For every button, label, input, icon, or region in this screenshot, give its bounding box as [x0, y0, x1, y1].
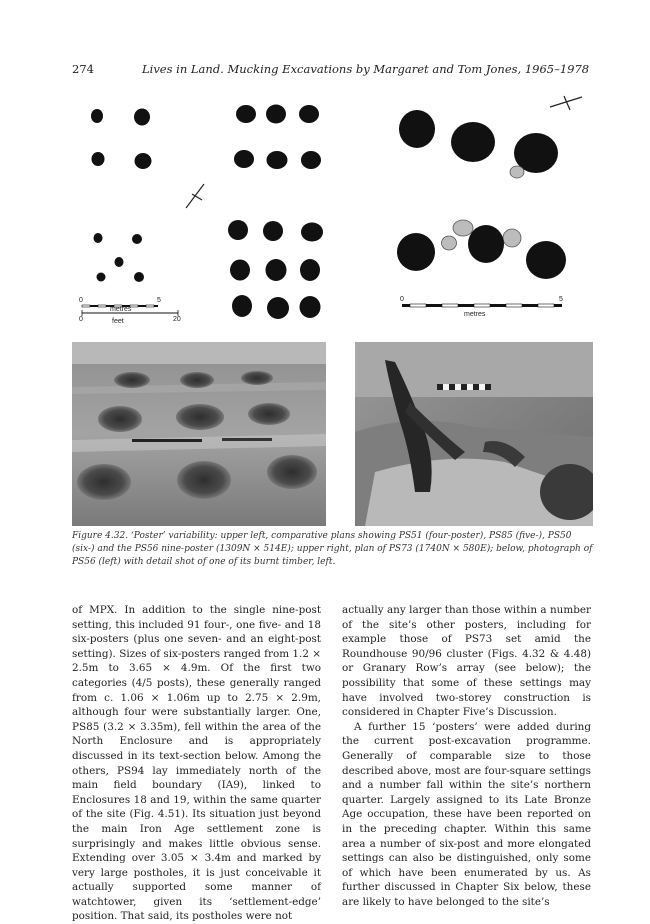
photo-ps56 [72, 342, 326, 526]
north-arrow-icon [550, 96, 582, 110]
body-column-right [342, 603, 591, 909]
scale-right-metres-label: metres [464, 311, 486, 318]
scale-left-m5: 5 [157, 297, 161, 304]
body-column-left [72, 603, 321, 924]
scale-left-f0: 0 [79, 316, 83, 323]
posthole-plans [62, 90, 602, 330]
scale-bar-left [79, 297, 181, 325]
scale-left-feet-label: feet [112, 318, 124, 325]
plan-ps51 [91, 109, 152, 170]
plan-ps56 [228, 220, 323, 319]
figure-caption: Figure 4.32. ‘Poster’ variability: upper left, comparative plans showing PS51 (four-poster), PS85 (five-), PS50 (six-) and the PS56 nine-poster (1309N × 514E); upper right, plan of PS73 (1740N × 580E); below, photograph of PS56 (left) with detail shot of one of its burnt timber, left. [72, 531, 593, 567]
scale-left-metres-label: metres [110, 306, 132, 313]
paragraph: A further 15 ‘posters’ were added during the current post-excavation programme. Generally of comparable size to those described above, most are four-square settings and a number fall within the site’s northern quarter. Largely assigned to its Late Bronze Age occupation, these have been reported on in the preceding chapter. Within this same area a number of six-post and more elongated settings can also be distinguished, only some of which have been enumerated by us. As further discussed in Chapter Six below, these are likely to have belonged to the site’s [342, 720, 591, 908]
running-title: Lives in Land. Mucking Excavations by Margaret and Tom Jones, 1965–1978 [142, 62, 590, 76]
north-arrow-icon [186, 184, 204, 208]
photo-burnt-timber [355, 342, 593, 526]
plan-ps73 [397, 110, 566, 279]
scale-left-f20: 20 [173, 316, 181, 323]
scale-right-0: 0 [400, 296, 404, 303]
page-number: 274 [72, 62, 94, 76]
scale-right-5: 5 [559, 296, 563, 303]
paragraph: of MPX. In addition to the single nine-post setting, this included 91 four-, one five- and 18 six-posters (plus one seven- and an eight-post setting). Sizes of six-posters ranged from 1.2 × 2.5m to 3.65 × 4.9m. Of the first two categories (4/5 posts), these generally ranged from c. 1.06 × 1.06m up to 2.75 × 2.9m, although four were substantially larger. One, PS85 (3.2 × 3.35m), fell within the area of the North Enclosure and is appropriately discussed in its text-section below. Among the others, PS94 lay immediately north of the main field boundary (IA9), linked to Enclosures 18 and 19, within the same quarter of the site (Fig. 4.51). Its situation just beyond the main Iron Age settlement zone is surprisingly and makes little obvious sense. Extending over 3.05 × 3.4m and marked by very large postholes, it is just conceivable it actually supported some manner of watchtower, given its ‘settlement-edge’ position. That said, its postholes were not [72, 604, 321, 923]
scale-left-m0: 0 [79, 297, 83, 304]
scale-bar-right [400, 296, 563, 318]
plan-ps50 [234, 105, 321, 170]
paragraph: actually any larger than those within a number of the site’s other posters, including for example those of PS73 set amid the Roundhouse 90/96 cluster (Figs. 4.32 & 4.48) or Granary Row’s array (see below); the possibility that some of these settings may have involved two-storey construction is considered in Chapter Five’s Discussion. [342, 604, 591, 719]
plan-ps85 [94, 233, 145, 282]
